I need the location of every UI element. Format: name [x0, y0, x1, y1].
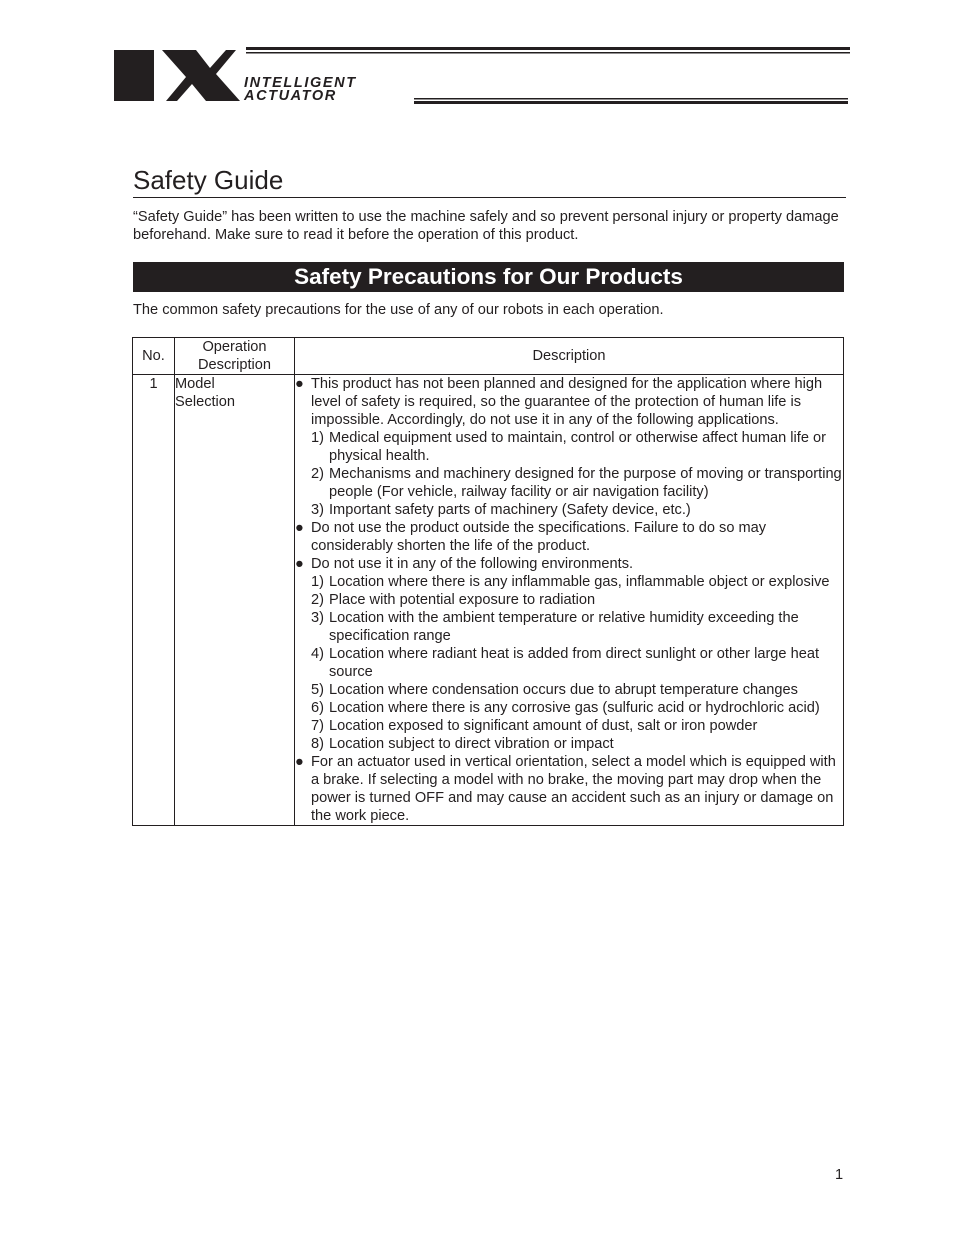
- section-banner: Safety Precautions for Our Products: [133, 262, 844, 292]
- numbered-item: [295, 591, 843, 609]
- bullet-item: [295, 375, 843, 429]
- common-precautions-text: The common safety precautions for the use of any of our robots in each operation.: [133, 302, 664, 318]
- item-text: Location subject to direct vibration or impact: [329, 736, 614, 752]
- intro-paragraph: “Safety Guide” has been written to use the machine safely and so prevent personal injury or property damage beforehand. Make sure to read it before the operation of this product.: [133, 209, 839, 243]
- item-text: Location where there is any inflammable gas, inflammable object or explosive: [329, 574, 830, 590]
- item-number: 1): [311, 574, 324, 590]
- item-text: Medical equipment used to maintain, control or otherwise affect human life or physical health.: [329, 430, 826, 464]
- header-logo: [114, 44, 850, 108]
- table-body: [133, 375, 844, 826]
- numbered-item: [295, 699, 843, 717]
- numbered-item: [295, 735, 843, 753]
- bullet-icon: ●: [295, 520, 304, 536]
- page-title: Safety Guide: [133, 164, 846, 198]
- item-text: Location with the ambient temperature or relative humidity exceeding the specification range: [329, 610, 799, 644]
- page-number: 1: [835, 1167, 844, 1183]
- table-header-row: [133, 338, 844, 375]
- item-number: 4): [311, 646, 324, 662]
- item-number: 3): [311, 610, 324, 626]
- header-description: Description: [295, 338, 844, 375]
- row-description: [295, 375, 844, 826]
- row-operation-cell: [175, 375, 295, 826]
- item-number: 2): [311, 466, 324, 482]
- numbered-item: [295, 645, 843, 681]
- bullet-text: For an actuator used in vertical orientation, select a model which is equipped with a brake. If selecting a model with no brake, the moving part may drop when the power is turned OFF and may cause an accident such as an injury or damage on the work piece.: [311, 754, 836, 824]
- item-text: Place with potential exposure to radiation: [329, 592, 596, 608]
- bullet-icon: ●: [295, 754, 304, 770]
- item-text: Location exposed to significant amount of dust, salt or iron powder: [329, 718, 758, 734]
- numbered-item: [295, 429, 843, 465]
- item-number: 2): [311, 592, 324, 608]
- logo-text-actuator: ACTUATOR: [244, 88, 337, 104]
- item-number: 3): [311, 502, 324, 518]
- precautions-table: [132, 337, 844, 826]
- ix-logo-icon: [114, 44, 850, 108]
- row-operation: Model Selection: [175, 376, 236, 410]
- bullet-item: [295, 555, 843, 573]
- table-row: [133, 375, 844, 826]
- item-number: 1): [311, 430, 324, 446]
- bullet-item: [295, 753, 843, 825]
- bullet-text: Do not use it in any of the following environments.: [311, 556, 634, 572]
- header-operation: [175, 338, 295, 375]
- bullet-icon: ●: [295, 376, 304, 392]
- bullet-item: [295, 519, 843, 555]
- header-operation-label: Operation Description: [198, 339, 271, 373]
- header-no: No.: [133, 338, 175, 375]
- item-text: Location where condensation occurs due to abrupt temperature changes: [329, 682, 798, 698]
- bullet-icon: ●: [295, 556, 304, 572]
- item-text: Important safety parts of machinery (Safety device, etc.): [329, 502, 691, 518]
- numbered-item: [295, 465, 843, 501]
- item-number: 8): [311, 736, 324, 752]
- item-text: Location where radiant heat is added from direct sunlight or other large heat source: [329, 646, 819, 680]
- item-text: Mechanisms and machinery designed for the purpose of moving or transporting people (For vehicle, railway facility or air navigation facility): [329, 466, 842, 500]
- logo-text-intelligent: INTELLIGENT: [244, 75, 357, 91]
- numbered-item: [295, 573, 843, 591]
- item-number: 7): [311, 718, 324, 734]
- numbered-item: [295, 717, 843, 735]
- bullet-text: Do not use the product outside the specifications. Failure to do so may considerably shorten the life of the product.: [311, 520, 767, 554]
- item-text: Location where there is any corrosive gas (sulfuric acid or hydrochloric acid): [329, 700, 820, 716]
- bullet-text: This product has not been planned and designed for the application where high level of safety is required, so the guarantee of the protection of human life is impossible. Accordingly, do not use it in any of the following applications.: [311, 376, 823, 428]
- item-number: 5): [311, 682, 324, 698]
- numbered-item: [295, 681, 843, 699]
- numbered-item: [295, 609, 843, 645]
- row-number: 1: [133, 375, 175, 826]
- numbered-item: [295, 501, 843, 519]
- item-number: 6): [311, 700, 324, 716]
